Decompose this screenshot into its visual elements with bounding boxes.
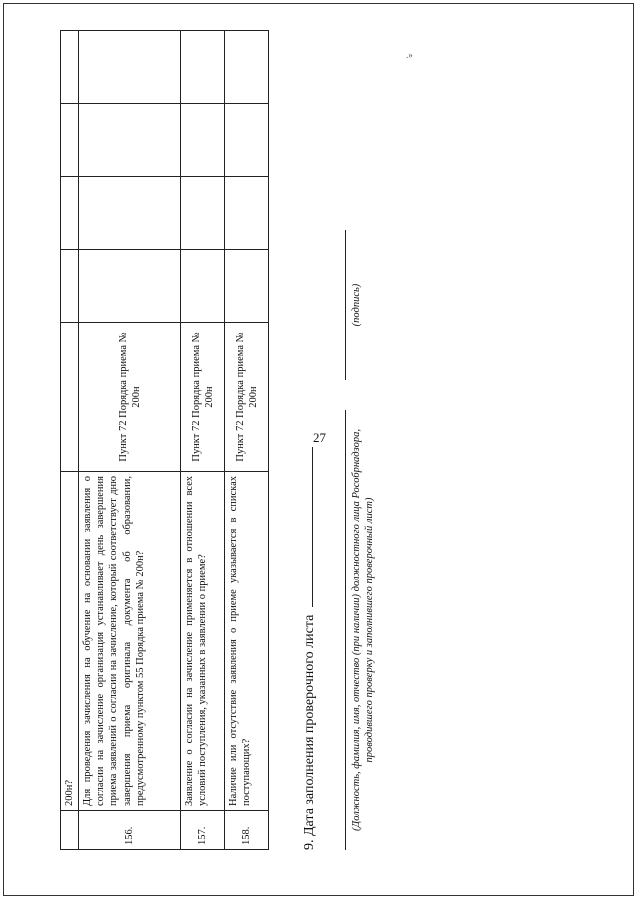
empty-cell	[225, 177, 269, 250]
table-row	[225, 31, 269, 850]
signature-line	[345, 230, 346, 380]
official-caption: (Должность, фамилия, имя, отчество (при наличии) должностного лица Рособрнадзора, проводившего проверку и заполнившего проверочный лист)	[351, 429, 376, 831]
empty-cell	[225, 31, 269, 104]
row-question: Заявление о согласии на зачисление применяется в отношении всех условий поступления, указанных в заявлении о приеме?	[181, 472, 225, 811]
row-question: Для проведения зачисления на обучение на основании заявления о согласии на зачисление организация устанавливает день завершения приема заявлений о согласии на зачисление, который соответствует дню завершения приема оригинала документа об образовании, предусмотренному пунктом 55 Порядка приема № 200н?	[79, 472, 181, 811]
empty-cell	[61, 104, 79, 177]
row-question: Наличие или отсутствие заявления о приеме указывается в списках поступающих?	[225, 472, 269, 811]
empty-cell	[181, 250, 225, 323]
rotated-content	[60, 30, 440, 850]
checklist-table	[60, 30, 269, 850]
row-reference: Пункт 72 Порядка приема № 200н	[181, 323, 225, 472]
empty-cell	[181, 104, 225, 177]
signature-caption: (подпись)	[351, 283, 362, 327]
row-number: 156.	[79, 811, 181, 850]
corner-mark: .»	[406, 50, 413, 60]
table-row	[79, 31, 181, 850]
empty-cell	[79, 31, 181, 104]
empty-cell	[225, 250, 269, 323]
table-row	[61, 31, 79, 850]
empty-cell	[61, 250, 79, 323]
empty-cell	[225, 104, 269, 177]
page-number: 27	[313, 430, 326, 445]
empty-cell	[181, 177, 225, 250]
section-9-title: 9. Дата заполнения проверочного листа	[302, 614, 317, 850]
row-reference: Пункт 72 Порядка приема № 200н	[225, 323, 269, 472]
row-number	[61, 811, 79, 850]
row-number: 158.	[225, 811, 269, 850]
row-question: 200н?	[61, 472, 79, 811]
row-reference	[61, 323, 79, 472]
row-reference: Пункт 72 Порядка приема № 200н	[79, 323, 181, 472]
table-row	[181, 31, 225, 850]
section-9	[300, 447, 318, 850]
date-line	[300, 447, 313, 607]
official-name-line	[345, 410, 346, 850]
empty-cell	[79, 177, 181, 250]
empty-cell	[79, 250, 181, 323]
row-number: 157.	[181, 811, 225, 850]
empty-cell	[79, 104, 181, 177]
empty-cell	[61, 31, 79, 104]
empty-cell	[181, 31, 225, 104]
empty-cell	[61, 177, 79, 250]
